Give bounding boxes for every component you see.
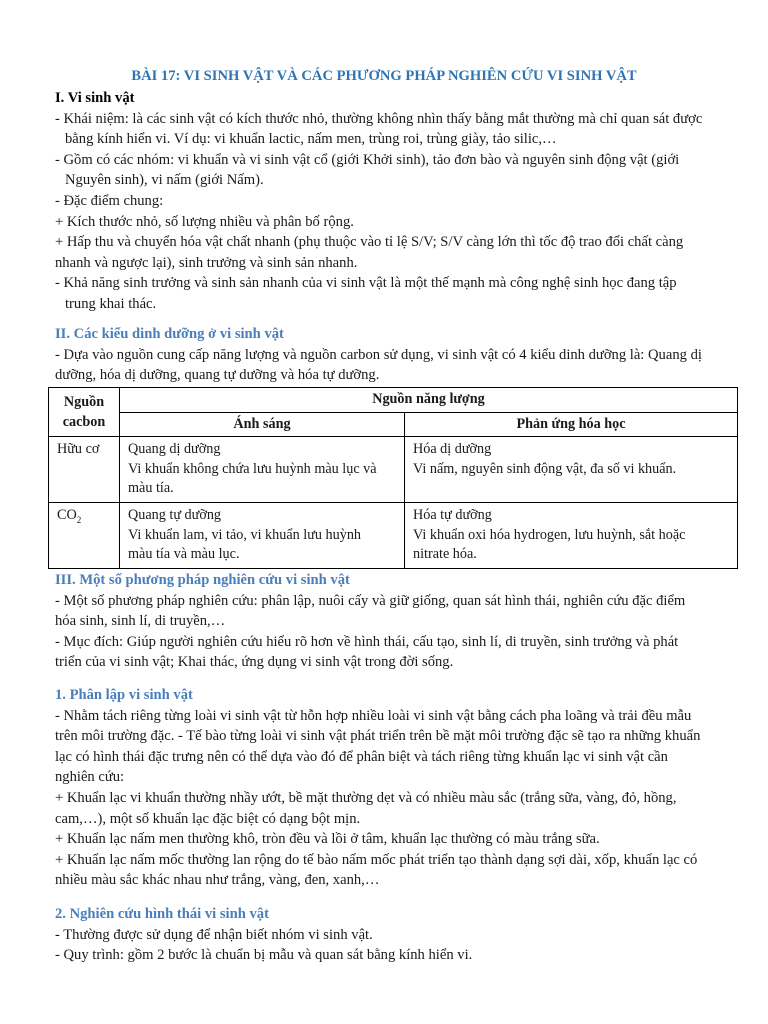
text-line: hóa sinh, sinh lí, di truyền,…: [55, 613, 226, 630]
text-line: - Gồm có các nhóm: vi khuẩn và vi sinh vật cổ (giới Khởi sinh), tảo đơn bào và nguyên sinh động vật (giới: [55, 151, 680, 168]
text-line: cam,…), một số khuẩn lạc đặc biệt có dạng bột mịn.: [55, 810, 361, 827]
chemical-reaction-header: Phản ứng hóa học: [405, 412, 738, 437]
text-line: + Hấp thu và chuyển hóa vật chất nhanh (phụ thuộc vào tỉ lệ S/V; S/V càng lớn thì tốc độ trao đổi chất càng: [55, 234, 684, 251]
nutrition-table: [48, 387, 738, 569]
text-line: nhanh và ngược lại), sinh trưởng và sinh sản nhanh.: [55, 254, 358, 271]
text-line: - Khả năng sinh trưởng và sinh sản nhanh của vi sinh vật là một thế mạnh mà công nghệ sinh học đang tập: [55, 275, 677, 292]
table-row: [49, 502, 738, 568]
section-heading: I. Vi sinh vật: [55, 90, 135, 106]
section-heading: III. Một số phương pháp nghiên cứu vi sinh vật: [55, 572, 350, 588]
chemical-cell: Hóa dị dưỡng Vi nấm, nguyên sinh động vật, đa số vi khuẩn.: [405, 437, 738, 503]
energy-source-header: Nguồn năng lượng: [120, 388, 738, 413]
text-line: lạc có hình thái đặc trưng nên có thể dựa vào đó để phân biệt và tách riêng từng khuẩn lạc vi sinh vật cần: [55, 748, 668, 765]
light-header: Ánh sáng: [120, 412, 405, 437]
carbon-cell: Hữu cơ: [49, 437, 120, 503]
text-line: bằng kính hiển vi. Ví dụ: vi khuẩn lactic, nấm men, trùng roi, trùng giày, tảo silic,…: [65, 131, 557, 148]
text-line: - Một số phương pháp nghiên cứu: phân lập, nuôi cấy và giữ giống, quan sát hình thái, nghiên cứu đặc điểm: [55, 592, 686, 609]
text-line: trên môi trường đặc. - Tế bào từng loài vi sinh vật phát triển trên bề mặt môi trường đặc sẽ tạo ra những khuẩn: [55, 728, 701, 745]
carbon-cell: $CO_2$: [49, 502, 120, 568]
section-heading: 1. Phân lập vi sinh vật: [55, 687, 193, 703]
carbon-source-header: Nguồn cacbon: [49, 388, 120, 437]
section-heading: 2. Nghiên cứu hình thái vi sinh vật: [55, 906, 269, 922]
text-line: - Quy trình: gồm 2 bước là chuẩn bị mẫu và quan sát bằng kính hiển vi.: [55, 947, 473, 964]
text-line: Nguyên sinh), vi nấm (giới Nấm).: [65, 172, 264, 189]
text-line: + Khuẩn lạc nấm mốc thường lan rộng do tế bào nấm mốc phát triển tạo thành dạng sợi dài, xốp, khuẩn lạc có: [55, 851, 698, 868]
text-line: trung khai thác.: [65, 295, 157, 312]
section-nutrition-types: [55, 324, 727, 386]
text-line: - Thường được sử dụng để nhận biết nhóm vi sinh vật.: [55, 926, 373, 943]
text-line: nghiên cứu:: [55, 769, 125, 786]
text-line: - Mục đích: Giúp người nghiên cứu hiểu rõ hơn về hình thái, cấu tạo, sinh lí, di truyền, sinh trưởng và phát: [55, 633, 679, 650]
text-line: - Đặc điểm chung:: [55, 192, 164, 209]
text-line: dưỡng, hóa dị dưỡng, quang tự dưỡng và hóa tự dưỡng.: [55, 367, 380, 384]
section-isolation: [55, 685, 727, 891]
text-line: + Kích thước nhỏ, số lượng nhiều và phân bố rộng.: [55, 213, 354, 230]
text-line: + Khuẩn lạc vi khuẩn thường nhầy ướt, bề mặt thường dẹt và có nhiều màu sắc (trắng sữa, vàng, đỏ, hồng,: [55, 789, 677, 806]
section-research-methods: [55, 570, 727, 673]
text-line: - Nhằm tách riêng từng loài vi sinh vật từ hỗn hợp nhiều loài vi sinh vật bằng cách pha loãng và trải đều mẫu: [55, 707, 692, 724]
light-cell: Quang dị dưỡng Vi khuẩn không chứa lưu huỳnh màu lục và màu tía.: [120, 437, 405, 503]
section-morphology: [55, 904, 727, 966]
text-line: nhiều màu sắc khác nhau như trắng, vàng, đen, xanh,…: [55, 872, 380, 889]
light-cell: Quang tự dưỡng Vi khuẩn lam, vi tảo, vi khuẩn lưu huỳnh màu tía và màu lục.: [120, 502, 405, 568]
section-microorganisms: [55, 88, 727, 315]
text-line: - Khái niệm: là các sinh vật có kích thước nhỏ, thường không nhìn thấy bằng mắt thường mà chỉ quan sát được: [55, 110, 703, 127]
chemical-cell: Hóa tự dưỡng Vi khuẩn oxi hóa hydrogen, lưu huỳnh, sắt hoặc nitrate hóa.: [405, 502, 738, 568]
text-line: + Khuẩn lạc nấm men thường khô, tròn đều và lồi ở tâm, khuẩn lạc thường có màu trắng sữa.: [55, 831, 600, 848]
text-line: triển của vi sinh vật; Khai thác, ứng dụng vi sinh vật trong đời sống.: [55, 654, 454, 671]
document-title: BÀI 17: VI SINH VẬT VÀ CÁC PHƯƠNG PHÁP NGHIÊN CỨU VI SINH VẬT: [131, 68, 637, 84]
table-row: [49, 437, 738, 503]
text-line: - Dựa vào nguồn cung cấp năng lượng và nguồn carbon sử dụng, vi sinh vật có 4 kiểu dinh dưỡng là: Quang dị: [55, 346, 702, 363]
section-heading: II. Các kiểu dinh dưỡng ở vi sinh vật: [55, 326, 284, 342]
